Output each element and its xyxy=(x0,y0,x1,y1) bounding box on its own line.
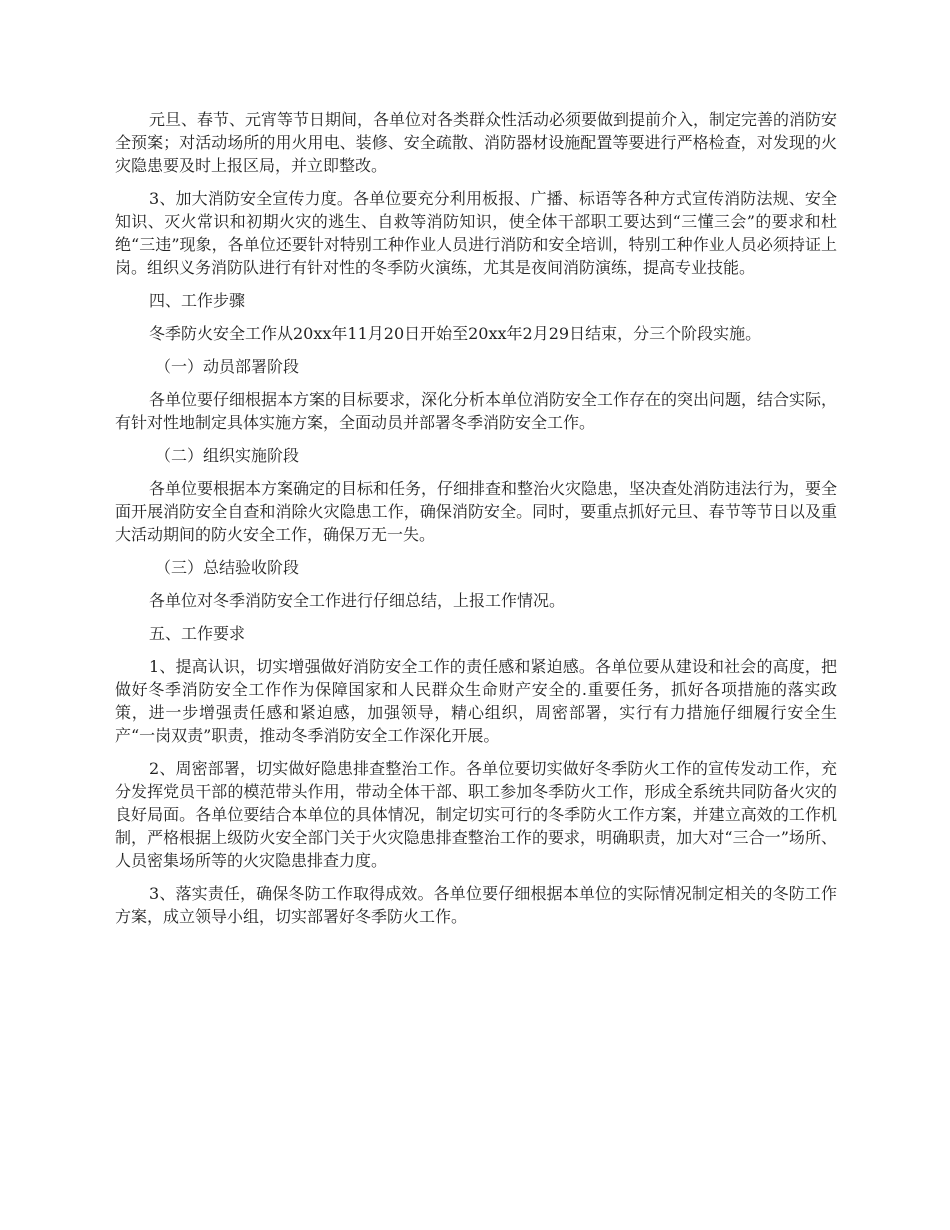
paragraph-publicity: 3、加大消防安全宣传力度。各单位要充分利用板报、广播、标语等各种方式宣传消防法规、安全知识、灭火常识和初期火灾的逃生、自救等消防知识，使全体干部职工要达到“三懂三会”的要求和杜绝“三违”现象，各单位还要针对特别工种作业人员进行消防和安全培训，特别工种作业人员必须持证上岗。组织义务消防队进行有针对性的冬季防火演练，尤其是夜间消防演练，提高专业技能。 xyxy=(115,189,837,277)
subheading-summary: （三）总结验收阶段 xyxy=(155,558,300,577)
paragraph-mobilization: 各单位要仔细根据本方案的目标要求，深化分析本单位消防安全工作存在的突出问题，结合实际，有针对性地制定具体实施方案，全面动员并部署冬季消防安全工作。 xyxy=(115,390,838,432)
section-heading-requirements: 五、工作要求 xyxy=(149,624,246,643)
document-page xyxy=(115,108,837,938)
paragraph-holiday-activities: 元旦、春节、元宵等节日期间，各单位对各类群众性活动必须要做到提前介入，制定完善的消防安全预案；对活动场所的用火用电、装修、安全疏散、消防器材设施配置等要进行严格检查，对发现的火灾隐患要及时上报区局，并立即整改。 xyxy=(115,110,838,175)
paragraph-requirement-1: 1、提高认识，切实增强做好消防安全工作的责任感和紧迫感。各单位要从建设和社会的高度，把做好冬季消防安全工作作为保障国家和人民群众生命财产安全的.重要任务，抓好各项措施的落实政策，进一步增强责任感和紧迫感，加强领导，精心组织，周密部署，实行有力措施仔细履行安全生产“一岗双责”职责，推动冬季消防安全工作深化开展。 xyxy=(115,657,837,745)
paragraph-requirement-2: 2、周密部署，切实做好隐患排查整治工作。各单位要切实做好冬季防火工作的宣传发动工作，充分发挥党员干部的模范带头作用，带动全体干部、职工参加冬季防火工作，形成全系统共同防备火灾的良好局面。各单位要结合本单位的具体情况，制定切实可行的冬季防火工作方案，并建立高效的工作机制，严格根据上级防火安全部门关于火灾隐患排查整治工作的要求，明确职责，加大对“三合一”场所、人员密集场所等的火灾隐患排查力度。 xyxy=(115,759,837,870)
paragraph-summary: 各单位对冬季消防安全工作进行仔细总结，上报工作情况。 xyxy=(149,591,566,610)
subheading-mobilization: （一）动员部署阶段 xyxy=(155,357,300,376)
paragraph-requirement-3: 3、落实责任，确保冬防工作取得成效。各单位要仔细根据本单位的实际情况制定相关的冬防工作方案，成立领导小组，切实部署好冬季防火工作。 xyxy=(115,884,837,926)
paragraph-implementation: 各单位要根据本方案确定的目标和任务，仔细排查和整治火灾隐患，坚决查处消防违法行为，要全面开展消防安全自查和消除火灾隐患工作，确保消防安全。同时，要重点抓好元旦、春节等节日以及重大活动期间的防火安全工作，确保万无一失。 xyxy=(115,479,838,544)
paragraph-schedule: 冬季防火安全工作从20xx年11月20日开始至20xx年2月29日结束，分三个阶段实施。 xyxy=(149,324,762,343)
subheading-implementation: （二）组织实施阶段 xyxy=(155,446,300,465)
section-heading-work-steps: 四、工作步骤 xyxy=(149,291,246,310)
